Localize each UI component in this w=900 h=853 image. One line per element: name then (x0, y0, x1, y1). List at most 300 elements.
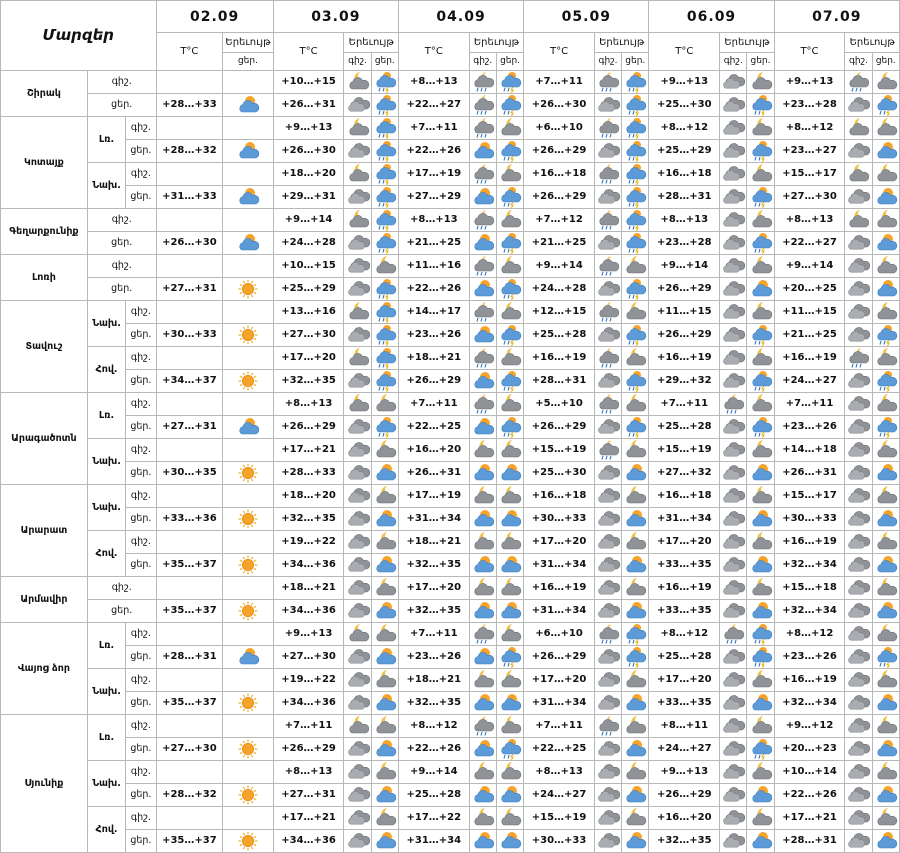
partly-cloudy-night-icon (747, 577, 774, 600)
partly-cloudy-day-icon (371, 830, 398, 853)
period-label: ցեր. (126, 186, 156, 209)
table-row (1, 761, 900, 784)
temperature-range: +15…+17 (774, 163, 845, 186)
temperature-range: +9…+14 (524, 255, 595, 278)
rain-thunder-icon (371, 301, 398, 324)
temperature-range: +11…+15 (774, 301, 845, 324)
temperature-range: +23…+26 (774, 646, 845, 669)
temperature-range: +21…+25 (524, 232, 595, 255)
temperature-range: +16…+19 (774, 669, 845, 692)
cloudy-icon (845, 416, 872, 439)
partly-cloudy-night-icon (371, 531, 398, 554)
cloudy-icon (344, 462, 371, 485)
partly-cloudy-night-icon (747, 117, 774, 140)
cloudy-icon (594, 807, 621, 830)
cloudy-icon (845, 462, 872, 485)
rain-thunder-icon (371, 232, 398, 255)
rain-thunder-icon (622, 71, 649, 94)
cloudy-icon (720, 669, 747, 692)
temperature-range (156, 163, 223, 186)
period-label: գիշ. (87, 255, 156, 278)
temperature-range: +24…+27 (774, 370, 845, 393)
rain-thunder-icon (371, 117, 398, 140)
partly-cloudy-day-icon (872, 554, 899, 577)
temperature-range: +9…+14 (774, 255, 845, 278)
day-subheader: ցեր. (872, 53, 899, 71)
cloudy-icon (845, 669, 872, 692)
partly-cloudy-night-icon (496, 301, 523, 324)
empty-cell (223, 485, 274, 508)
cloudy-icon (344, 784, 371, 807)
period-label: գիշ. (126, 439, 156, 462)
partly-cloudy-day-icon (622, 692, 649, 715)
cloudy-icon (594, 416, 621, 439)
rain-thunder-icon (496, 140, 523, 163)
temperature-range: +26…+29 (273, 738, 344, 761)
sun-icon (223, 508, 274, 531)
temperature-range: +22…+26 (398, 140, 469, 163)
rain-cloud-icon (720, 623, 747, 646)
cloudy-icon (594, 738, 621, 761)
cloudy-icon (720, 416, 747, 439)
temperature-range: +16…+20 (649, 807, 720, 830)
temperature-range: +33…+36 (156, 508, 223, 531)
rain-cloud-icon (469, 94, 496, 117)
partly-cloudy-day-icon (872, 830, 899, 853)
temperature-range: +17…+21 (774, 807, 845, 830)
temperature-range: +16…+18 (524, 163, 595, 186)
rain-thunder-icon (496, 232, 523, 255)
temperature-range: +25…+29 (649, 140, 720, 163)
period-label: ցեր. (126, 784, 156, 807)
temperature-range: +33…+35 (649, 692, 720, 715)
temperature-range: +17…+21 (273, 807, 344, 830)
cloudy-icon (344, 738, 371, 761)
temperature-range (156, 715, 223, 738)
sun-icon (223, 600, 274, 623)
temperature-range: +8…+13 (273, 761, 344, 784)
cloudy-icon (845, 784, 872, 807)
partly-cloudy-night-icon (496, 761, 523, 784)
table-row (1, 485, 900, 508)
partly-cloudy-night-icon (496, 485, 523, 508)
cloudy-icon (720, 255, 747, 278)
partly-cloudy-night-icon (747, 485, 774, 508)
region-name: Շիրակ (1, 71, 88, 117)
partly-cloudy-night-icon (496, 623, 523, 646)
temperature-range: +23…+28 (649, 232, 720, 255)
rain-thunder-icon (747, 232, 774, 255)
temperature-range: +9…+13 (273, 117, 344, 140)
temperature-range: +27…+30 (273, 646, 344, 669)
night-subheader: գիշ. (469, 53, 496, 71)
rain-thunder-icon (747, 623, 774, 646)
rain-thunder-icon (371, 71, 398, 94)
temperature-range: +7…+11 (398, 623, 469, 646)
cloudy-icon (720, 370, 747, 393)
temperature-range (156, 669, 223, 692)
partly-cloudy-night-icon (747, 807, 774, 830)
table-row (1, 623, 900, 646)
temperature-range: +31…+33 (156, 186, 223, 209)
partly-cloudy-night-icon (872, 715, 899, 738)
cloudy-icon (720, 462, 747, 485)
temperature-range: +26…+31 (774, 462, 845, 485)
cloudy-icon (845, 186, 872, 209)
temperature-range: +32…+35 (273, 508, 344, 531)
partly-cloudy-day-icon (469, 370, 496, 393)
night-subheader: գիշ. (720, 53, 747, 71)
empty-cell (223, 531, 274, 554)
temperature-range: +17…+20 (524, 531, 595, 554)
temperature-range: +25…+30 (649, 94, 720, 117)
temperature-range: +34…+36 (273, 692, 344, 715)
rain-thunder-icon (371, 186, 398, 209)
temperature-range (156, 393, 223, 416)
cloudy-icon (845, 738, 872, 761)
cloudy-icon (594, 761, 621, 784)
cloudy-icon (720, 531, 747, 554)
rain-thunder-icon (622, 416, 649, 439)
cloudy-icon (720, 830, 747, 853)
rain-thunder-icon (496, 71, 523, 94)
temperature-range (156, 301, 223, 324)
table-row (1, 347, 900, 370)
temperature-range: +15…+19 (524, 439, 595, 462)
temperature-range (156, 807, 223, 830)
temperature-range: +26…+29 (524, 140, 595, 163)
partly-cloudy-day-icon (469, 416, 496, 439)
cloudy-icon (845, 370, 872, 393)
subregion-name: Նախ. (87, 439, 125, 485)
partly-cloudy-day-icon (223, 186, 274, 209)
partly-cloudy-night-icon (496, 531, 523, 554)
temperature-range: +6…+10 (524, 117, 595, 140)
table-row (1, 692, 900, 715)
empty-cell (223, 301, 274, 324)
partly-cloudy-day-icon (371, 738, 398, 761)
cloudy-icon (845, 301, 872, 324)
cloudy-icon (344, 186, 371, 209)
period-label: գիշ. (126, 623, 156, 646)
temperature-range: +16…+19 (649, 347, 720, 370)
temperature-range: +10…+15 (273, 71, 344, 94)
cloudy-icon (720, 186, 747, 209)
temperature-range: +18…+20 (273, 485, 344, 508)
rain-thunder-icon (371, 370, 398, 393)
temperature-range (156, 255, 223, 278)
temperature-range: +26…+29 (524, 416, 595, 439)
rain-thunder-icon (496, 278, 523, 301)
partly-cloudy-day-icon (872, 186, 899, 209)
cloudy-icon (720, 807, 747, 830)
partly-cloudy-night-icon (622, 807, 649, 830)
temperature-range (156, 761, 223, 784)
rain-thunder-icon (872, 324, 899, 347)
rain-cloud-icon (469, 117, 496, 140)
partly-cloudy-day-icon (371, 646, 398, 669)
partly-cloudy-day-icon (223, 94, 274, 117)
partly-cloudy-night-icon (747, 255, 774, 278)
partly-cloudy-night-icon (371, 255, 398, 278)
temperature-range: +27…+30 (774, 186, 845, 209)
partly-cloudy-day-icon (496, 600, 523, 623)
period-label: գիշ. (126, 163, 156, 186)
partly-cloudy-night-icon (872, 485, 899, 508)
partly-cloudy-night-icon (872, 439, 899, 462)
temperature-range: +30…+33 (156, 324, 223, 347)
partly-cloudy-night-icon (622, 715, 649, 738)
partly-cloudy-night-icon (622, 485, 649, 508)
cloudy-icon (720, 301, 747, 324)
temperature-range: +16…+19 (649, 577, 720, 600)
partly-cloudy-day-icon (496, 830, 523, 853)
partly-cloudy-day-icon (371, 784, 398, 807)
partly-cloudy-night-icon (747, 393, 774, 416)
period-label: ցեր. (87, 232, 156, 255)
rain-thunder-icon (371, 416, 398, 439)
temperature-range: +7…+11 (398, 117, 469, 140)
temperature-range: +10…+14 (774, 761, 845, 784)
sun-icon (223, 554, 274, 577)
period-label: ցեր. (126, 140, 156, 163)
period-label: ցեր. (126, 370, 156, 393)
temperature-range: +23…+26 (774, 416, 845, 439)
rain-thunder-icon (496, 738, 523, 761)
temperature-range: +27…+30 (156, 738, 223, 761)
empty-cell (223, 623, 274, 646)
partly-cloudy-night-icon (622, 347, 649, 370)
partly-cloudy-day-icon (469, 278, 496, 301)
cloudy-icon (845, 485, 872, 508)
partly-cloudy-night-icon (344, 347, 371, 370)
cloudy-icon (344, 416, 371, 439)
temperature-range: +8…+12 (649, 623, 720, 646)
temperature-range: +17…+20 (649, 531, 720, 554)
cloudy-icon (594, 692, 621, 715)
partly-cloudy-night-icon (747, 439, 774, 462)
cloudy-icon (720, 692, 747, 715)
temperature-range: +27…+30 (273, 324, 344, 347)
period-label: ցեր. (87, 94, 156, 117)
rain-thunder-icon (747, 324, 774, 347)
temp-header: T°C (649, 33, 720, 71)
cloudy-icon (720, 163, 747, 186)
temperature-range: +17…+22 (398, 807, 469, 830)
subregion-name: Լռ. (87, 117, 125, 163)
rain-cloud-icon (594, 117, 621, 140)
temperature-range: +28…+31 (156, 646, 223, 669)
temperature-range: +24…+27 (649, 738, 720, 761)
cloudy-icon (594, 600, 621, 623)
partly-cloudy-night-icon (371, 577, 398, 600)
partly-cloudy-day-icon (469, 692, 496, 715)
partly-cloudy-night-icon (872, 761, 899, 784)
temperature-range: +32…+34 (774, 600, 845, 623)
partly-cloudy-day-icon (622, 462, 649, 485)
table-row (1, 439, 900, 462)
partly-cloudy-day-icon (469, 646, 496, 669)
temperature-range: +26…+29 (398, 370, 469, 393)
rain-thunder-icon (371, 324, 398, 347)
rain-cloud-icon (469, 255, 496, 278)
temperature-range: +24…+28 (273, 232, 344, 255)
partly-cloudy-day-icon (747, 692, 774, 715)
temperature-range: +32…+35 (398, 692, 469, 715)
partly-cloudy-day-icon (469, 784, 496, 807)
subregion-name: Նախ. (87, 761, 125, 807)
temperature-range: +32…+34 (774, 692, 845, 715)
cloudy-icon (594, 508, 621, 531)
cloudy-icon (594, 669, 621, 692)
cloudy-icon (845, 531, 872, 554)
table-title: Մարզեր (1, 1, 157, 71)
rain-cloud-icon (594, 439, 621, 462)
period-label: ցեր. (126, 462, 156, 485)
sun-icon (223, 830, 274, 853)
region-name: Արագածոտն (1, 393, 88, 485)
temperature-range: +27…+32 (649, 462, 720, 485)
period-label: գիշ. (126, 669, 156, 692)
temperature-range: +25…+28 (649, 646, 720, 669)
temperature-range: +7…+11 (524, 71, 595, 94)
temperature-range: +31…+34 (524, 554, 595, 577)
temperature-range: +19…+22 (273, 669, 344, 692)
period-label: գիշ. (87, 209, 156, 232)
temperature-range: +31…+34 (524, 692, 595, 715)
partly-cloudy-night-icon (496, 163, 523, 186)
table-row (1, 140, 900, 163)
temperature-range: +25…+28 (524, 324, 595, 347)
rain-thunder-icon (622, 370, 649, 393)
temperature-range: +18…+21 (398, 669, 469, 692)
partly-cloudy-night-icon (469, 485, 496, 508)
partly-cloudy-day-icon (747, 508, 774, 531)
period-label: ցեր. (87, 600, 156, 623)
partly-cloudy-night-icon (496, 669, 523, 692)
sun-icon (223, 462, 274, 485)
cloudy-icon (594, 370, 621, 393)
cloudy-icon (344, 761, 371, 784)
empty-cell (223, 393, 274, 416)
cloudy-icon (344, 531, 371, 554)
temperature-range: +26…+29 (524, 186, 595, 209)
partly-cloudy-day-icon (223, 646, 274, 669)
table-row (1, 669, 900, 692)
table-row (1, 163, 900, 186)
partly-cloudy-day-icon (223, 140, 274, 163)
sun-icon (223, 784, 274, 807)
rain-cloud-icon (594, 623, 621, 646)
temperature-range (156, 347, 223, 370)
cloudy-icon (845, 830, 872, 853)
table-row (1, 370, 900, 393)
period-label: գիշ. (126, 117, 156, 140)
temperature-range: +24…+27 (524, 784, 595, 807)
temperature-range: +8…+13 (398, 71, 469, 94)
partly-cloudy-day-icon (469, 738, 496, 761)
rain-thunder-icon (371, 94, 398, 117)
cloudy-icon (845, 232, 872, 255)
temperature-range: +9…+14 (649, 255, 720, 278)
partly-cloudy-night-icon (469, 531, 496, 554)
rain-cloud-icon (594, 71, 621, 94)
temperature-range: +28…+31 (524, 370, 595, 393)
cloudy-icon (720, 71, 747, 94)
cloudy-icon (845, 600, 872, 623)
date-header: 04.09 (398, 1, 523, 33)
table-row (1, 232, 900, 255)
temperature-range: +30…+33 (524, 830, 595, 853)
day-subheader: ցեր. (622, 53, 649, 71)
temperature-range: +17…+20 (649, 669, 720, 692)
temperature-range: +30…+35 (156, 462, 223, 485)
temperature-range: +21…+25 (774, 324, 845, 347)
rain-thunder-icon (496, 416, 523, 439)
cloudy-icon (594, 232, 621, 255)
period-label: գիշ. (87, 577, 156, 600)
temperature-range: +14…+17 (398, 301, 469, 324)
table-row (1, 531, 900, 554)
region-name: Արարատ (1, 485, 88, 577)
cloudy-icon (720, 554, 747, 577)
partly-cloudy-night-icon (747, 715, 774, 738)
cloudy-icon (720, 140, 747, 163)
temperature-range: +7…+11 (774, 393, 845, 416)
cloudy-icon (720, 577, 747, 600)
temperature-range: +35…+37 (156, 554, 223, 577)
temperature-range: +32…+35 (649, 830, 720, 853)
partly-cloudy-day-icon (469, 232, 496, 255)
cloudy-icon (720, 278, 747, 301)
partly-cloudy-night-icon (371, 807, 398, 830)
partly-cloudy-night-icon (872, 623, 899, 646)
rain-thunder-icon (496, 370, 523, 393)
period-label: գիշ. (87, 71, 156, 94)
partly-cloudy-day-icon (747, 554, 774, 577)
partly-cloudy-day-icon (496, 462, 523, 485)
period-label: ցեր. (126, 646, 156, 669)
cloudy-icon (845, 508, 872, 531)
partly-cloudy-night-icon (371, 623, 398, 646)
temperature-range: +17…+19 (398, 163, 469, 186)
partly-cloudy-night-icon (872, 71, 899, 94)
partly-cloudy-day-icon (496, 692, 523, 715)
subregion-name: Լռ. (87, 623, 125, 669)
period-label: գիշ. (126, 715, 156, 738)
partly-cloudy-night-icon (496, 439, 523, 462)
cloudy-icon (594, 140, 621, 163)
temperature-range: +8…+12 (398, 715, 469, 738)
table-row (1, 94, 900, 117)
cloudy-icon (344, 600, 371, 623)
rain-cloud-icon (469, 209, 496, 232)
cloudy-icon (720, 324, 747, 347)
partly-cloudy-night-icon (747, 761, 774, 784)
date-header: 07.09 (774, 1, 899, 33)
partly-cloudy-day-icon (872, 278, 899, 301)
temperature-range: +16…+18 (649, 485, 720, 508)
rain-thunder-icon (622, 278, 649, 301)
temperature-range: +27…+29 (398, 186, 469, 209)
temperature-range: +33…+35 (649, 554, 720, 577)
temperature-range: +26…+29 (273, 416, 344, 439)
cloudy-icon (720, 94, 747, 117)
temperature-range: +17…+20 (273, 347, 344, 370)
partly-cloudy-day-icon (371, 462, 398, 485)
date-header: 03.09 (273, 1, 398, 33)
cloudy-icon (344, 255, 371, 278)
